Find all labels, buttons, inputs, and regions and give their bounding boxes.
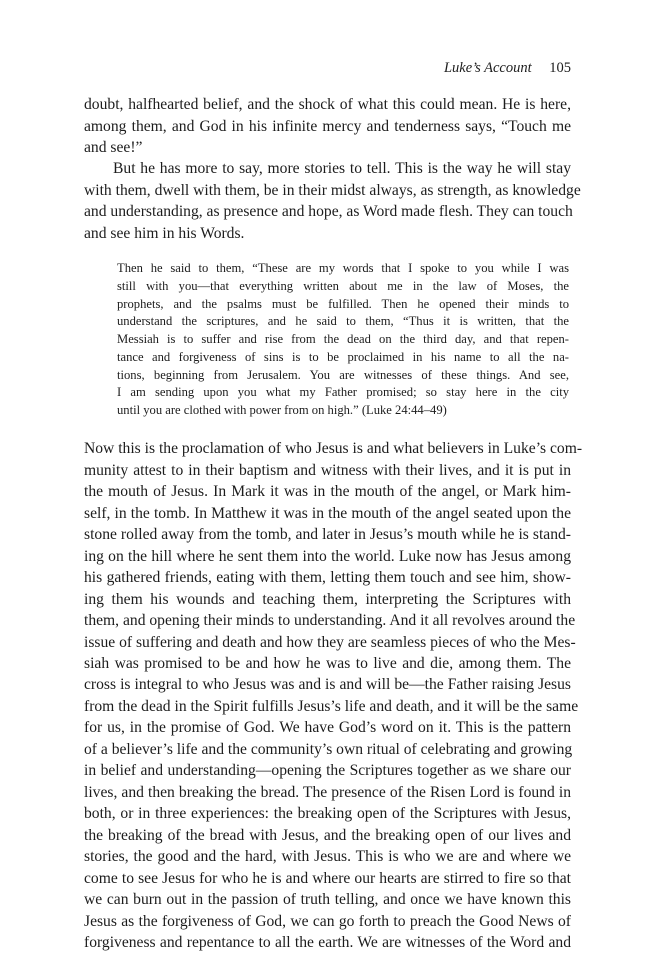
paragraph-line: both, or in three experiences: the breaking open of the Scriptures with Jesus, [84, 805, 571, 823]
block-quote-line: still with you—that everything written about me in the law of Moses, the [117, 278, 569, 293]
paragraph-line: his gathered friends, eating with them, letting them touch and see him, show- [84, 569, 571, 587]
paragraph-line: lives, and then breaking the bread. The presence of the Risen Lord is found in [84, 783, 571, 801]
block-quote-line: I am sending upon you what my Father promised; so stay here in the city [117, 385, 569, 400]
paragraph-line: ing them his wounds and teaching them, interpreting the Scriptures with [84, 590, 571, 608]
running-head [444, 58, 571, 78]
paragraph-line: doubt, halfhearted belief, and the shock of what this could mean. He is here, [84, 96, 571, 113]
page-number: 105 [549, 60, 571, 76]
paragraph-line: and understanding, as presence and hope, as Word made flesh. They can touch [84, 203, 573, 221]
block-quote-line: understand the scriptures, and he said to them, “Thus it is written, that the [117, 314, 569, 329]
paragraph-line: self, in the tomb. In Matthew it was in the mouth of the angel seated upon the [84, 504, 571, 522]
paragraph-line: of a believer’s life and the community’s own ritual of celebrating and growing [84, 740, 573, 758]
paragraph-line: for us, in the promise of God. We have God’s word on it. This is the pattern [84, 719, 571, 737]
paragraph-line: the mouth of Jesus. In Mark it was in the mouth of the angel, or Mark him- [84, 483, 571, 501]
paragraph-line: and see!” [84, 138, 143, 156]
paragraph-line: stories, the good and the hard, with Jesus. This is who we are and where we [84, 848, 571, 866]
paragraph-line: munity attest to in their baptism and witness with their lives, and it is put in [84, 461, 571, 479]
paragraph-line: we can burn out in the passion of truth telling, and once we have known this [84, 891, 571, 909]
paragraph-line: from the dead in the Spirit fulfills Jesus’s life and death, and it will be the same [84, 697, 579, 715]
paragraph-line: Now this is the proclamation of who Jesus is and what believers in Luke’s com- [84, 440, 583, 458]
paragraph-line: But he has more to say, more stories to tell. This is the way he will stay [113, 160, 571, 178]
block-quote-line: Then he said to them, “These are my words that I spoke to you while I was [117, 261, 569, 276]
running-head-title: Luke’s Account [443, 60, 532, 76]
paragraph-line: siah was promised to be and how he was to live and die, among them. The [84, 655, 571, 672]
paragraph-line: the breaking of the bread with Jesus, and the breaking open of our lives and [84, 826, 571, 844]
block-quote-line: prophets, and the psalms must be fulfilled. Then he opened their minds to [117, 296, 569, 311]
block-quote-line: tance and forgiveness of sins is to be proclaimed in his name to all the na- [117, 349, 569, 364]
paragraph-line: come to see Jesus for who he is and where our hearts are stirred to fire so that [84, 869, 571, 887]
paragraph-line: issue of suffering and death and how they are seamless pieces of who the Mes- [84, 633, 576, 651]
block-quote-line: tions, beginning from Jerusalem. You are witnesses of these things. And see, [117, 367, 569, 382]
paragraph-line: them, and opening their minds to understanding. And it all revolves around the [84, 612, 576, 630]
paragraph-line: forgiveness and repentance to all the earth. We are witnesses of the Word and [84, 934, 571, 951]
block-quote-line: Messiah is to suffer and rise from the dead on the third day, and that repen- [117, 332, 569, 346]
paragraph-line: stone rolled away from the tomb, and later in Jesus’s mouth while he is stand- [84, 526, 571, 544]
paragraph-line: with them, dwell with them, be in their midst always, as strength, as knowledge [84, 181, 581, 199]
paragraph-line: in belief and understanding—opening the Scriptures together as we share our [84, 762, 571, 780]
block-quote-line: until you are clothed with power from on high.” (Luke 24:44–49) [117, 403, 447, 417]
paragraph-line: cross is integral to who Jesus was and is and will be—the Father raising Jesus [84, 676, 571, 694]
paragraph-line: ing on the hill where he sent them into the world. Luke now has Jesus among [84, 547, 571, 565]
paragraph-line: Jesus as the forgiveness of God, we can go forth to preach the Good News of [84, 912, 571, 930]
paragraph-line: and see him in his Words. [84, 224, 245, 242]
paragraph-line: among them, and God in his infinite mercy and tenderness says, “Touch me [84, 117, 571, 135]
